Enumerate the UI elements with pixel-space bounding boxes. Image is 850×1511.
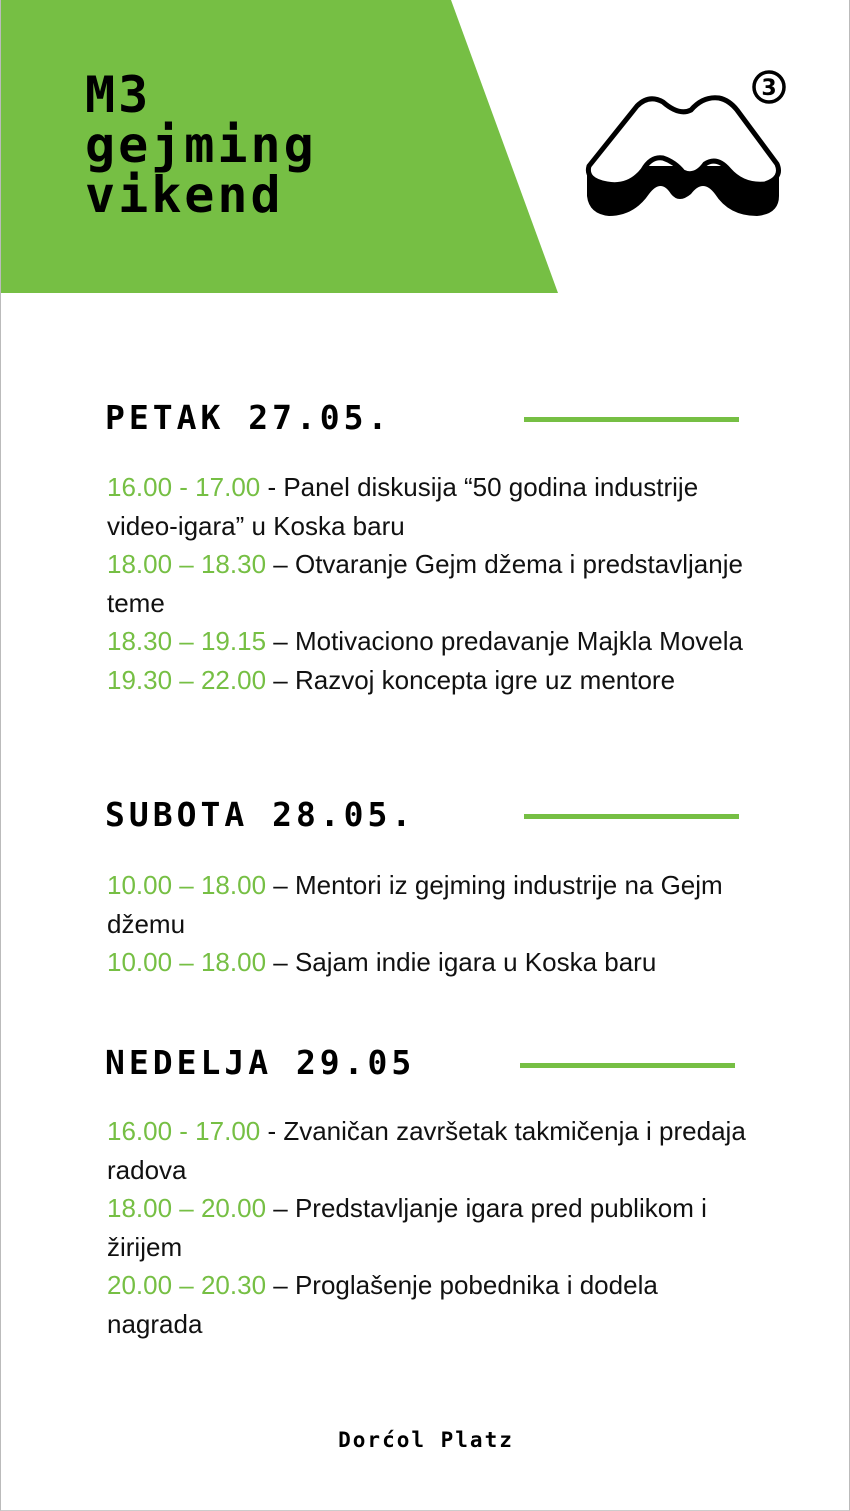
event-text: Proglašenje pobednika i dodela nagrada	[107, 1270, 658, 1339]
event-text: Otvaranje Gejm džema i predstavljanje teme	[107, 549, 743, 618]
event-title	[85, 66, 317, 224]
sunday-events	[107, 1112, 757, 1344]
event-time: 16.00 - 17.00	[107, 472, 261, 502]
separator: –	[266, 549, 295, 580]
event-time: 18.30 – 19.15	[107, 626, 267, 657]
event-text: Predstavljanje igara pred publikom i žirijem	[107, 1193, 707, 1262]
event-item	[107, 468, 757, 545]
event-time: 18.00 – 20.00	[107, 1193, 267, 1224]
event-item	[107, 622, 757, 661]
event-item	[107, 1189, 757, 1266]
separator: –	[266, 664, 295, 695]
divider	[524, 814, 739, 819]
event-text: Zvaničan završetak takmičenja i predaja radova	[107, 1116, 746, 1185]
separator: -	[260, 472, 284, 502]
event-time: 10.00 – 18.00	[107, 870, 267, 900]
separator: –	[266, 947, 295, 978]
venue-name: Dorćol Platz	[338, 1428, 514, 1452]
event-time: 10.00 – 18.00	[107, 947, 267, 978]
event-item	[107, 1266, 757, 1343]
day-heading-saturday: SUBOTA 28.05.	[105, 795, 416, 834]
separator: –	[266, 870, 295, 900]
friday-events	[107, 468, 757, 700]
event-item	[107, 661, 757, 700]
title-line: M3	[85, 66, 152, 124]
event-item	[107, 1112, 757, 1189]
event-text: Mentori iz gejming industrije na Gejm džemu	[107, 870, 723, 939]
separator: –	[266, 1193, 295, 1224]
divider	[524, 417, 739, 422]
m3-logo-icon	[579, 66, 791, 226]
event-text: Panel diskusija “50 godina industrije video-igara” u Koska baru	[107, 472, 699, 541]
event-item	[107, 866, 757, 943]
separator: –	[266, 626, 295, 657]
event-time: 18.00 – 18.30	[107, 549, 267, 580]
title-line: gejming	[85, 116, 317, 174]
event-item	[107, 545, 757, 622]
separator: –	[266, 1270, 295, 1301]
separator: -	[260, 1116, 284, 1146]
event-time: 16.00 - 17.00	[107, 1116, 261, 1146]
day-heading-sunday: NEDELJA 29.05	[105, 1043, 416, 1082]
event-time: 20.00 – 20.30	[107, 1270, 267, 1301]
event-text: Razvoj koncepta igre uz mentore	[294, 664, 676, 695]
title-line: vikend	[85, 166, 284, 224]
saturday-events	[107, 866, 757, 982]
svg-text:3: 3	[761, 76, 777, 101]
event-text: Motivaciono predavanje Majkla Movela	[294, 626, 743, 657]
event-item	[107, 943, 757, 982]
event-time: 19.30 – 22.00	[107, 664, 267, 695]
event-text: Sajam indie igara u Koska baru	[294, 947, 657, 978]
divider	[520, 1063, 735, 1068]
day-heading-friday: PETAK 27.05.	[105, 398, 392, 437]
